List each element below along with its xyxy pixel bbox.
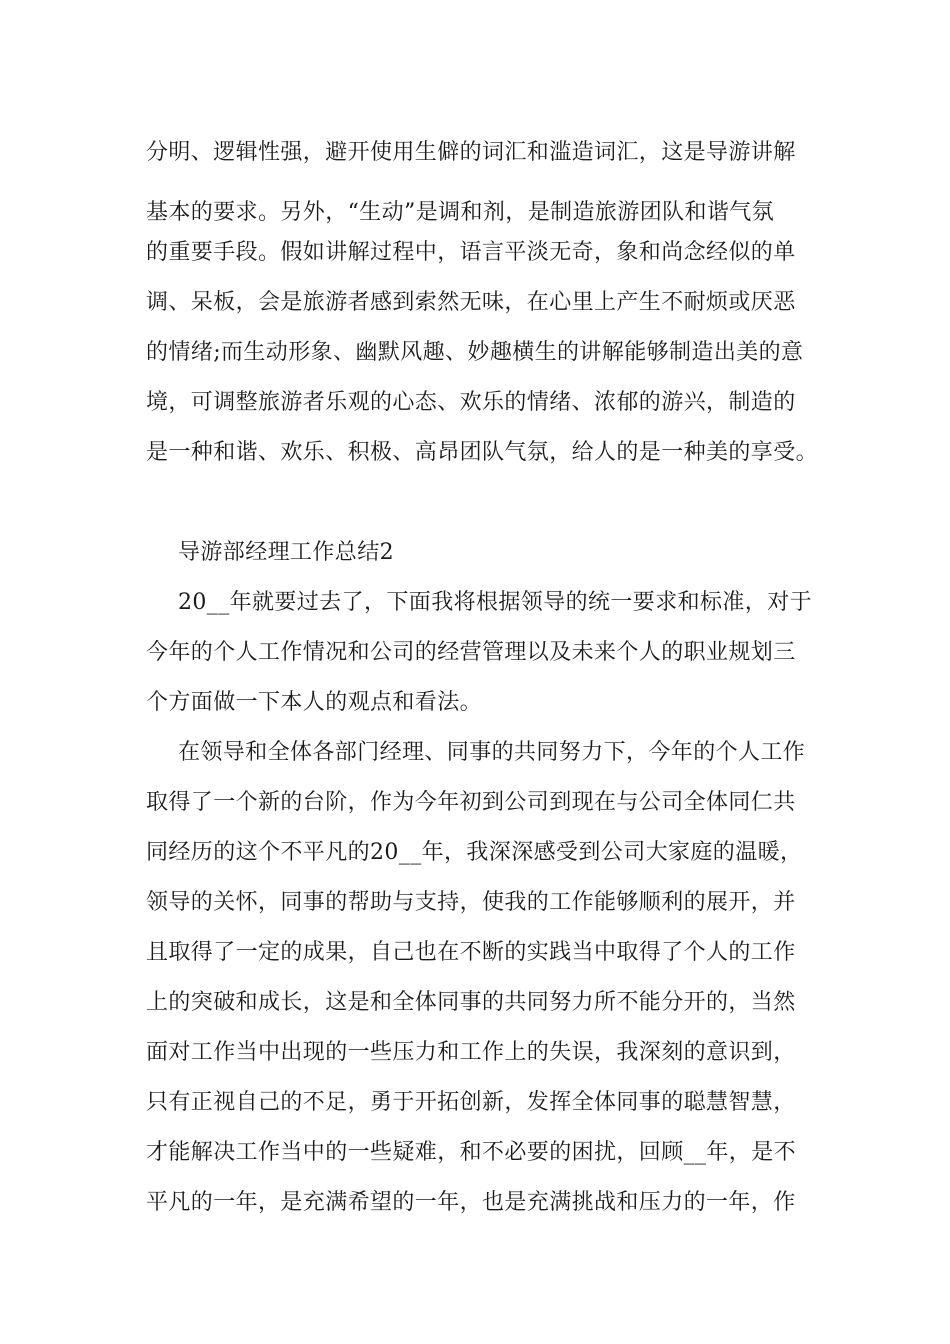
text-line: 今年的个人工作情况和公司的经营管理以及未来个人的职业规划三 — [146, 640, 796, 665]
text-line: 境，可调整旅游者乐观的心态、欢乐的情绪、浓郁的游兴，制造的 — [146, 390, 796, 415]
text-line: 领导的关怀，同事的帮助与支持，使我的工作能够顺利的展开，并 — [146, 890, 796, 915]
text-line: 只有正视自己的不足，勇于开拓创新，发挥全体同事的聪慧智慧， — [146, 1090, 796, 1115]
text-line: 基本的要求。另外，“生动”是调和剂，是制造旅游团队和谐气氛 — [146, 200, 775, 225]
text-line: 个方面做一下本人的观点和看法。 — [146, 690, 483, 715]
text-line: 取得了一个新的台阶，作为今年初到公司到现在与公司全体同仁共 — [146, 790, 796, 815]
text-line: 平凡的一年，是充满希望的一年，也是充满挑战和压力的一年，作 — [146, 1190, 796, 1215]
text-line: 的重要手段。假如讲解过程中，语言平淡无奇，象和尚念经似的单 — [146, 240, 796, 265]
text-line: 是一种和谐、欢乐、积极、高昂团队气氛，给人的是一种美的享受。 — [146, 440, 819, 465]
text-line: 的情绪;而生动形象、幽默风趣、妙趣横生的讲解能够制造出美的意 — [146, 340, 804, 365]
text-line: 20__年就要过去了，下面我将根据领导的统一要求和标准，对于 — [178, 590, 812, 615]
section-heading: 导游部经理工作总结2 — [178, 540, 394, 565]
text-line: 同经历的这个不平凡的20__年，我深深感受到公司大家庭的温暖， — [146, 840, 803, 865]
text-line: 在领导和全体各部门经理、同事的共同努力下，今年的个人工作 — [178, 740, 806, 765]
text-line: 且取得了一定的成果，自己也在不断的实践当中取得了个人的工作 — [146, 940, 796, 965]
text-line: 调、呆板，会是旅游者感到索然无味，在心里上产生不耐烦或厌恶 — [146, 290, 796, 315]
text-line: 上的突破和成长，这是和全体同事的共同努力所不能分开的，当然 — [146, 990, 796, 1015]
text-line: 面对工作当中出现的一些压力和工作上的失误，我深刻的意识到， — [146, 1040, 796, 1065]
text-line: 分明、逻辑性强，避开使用生僻的词汇和滥造词汇，这是导游讲解 — [146, 140, 796, 165]
text-line: 才能解决工作当中的一些疑难，和不必要的困扰，回顾__年，是不 — [146, 1140, 797, 1165]
